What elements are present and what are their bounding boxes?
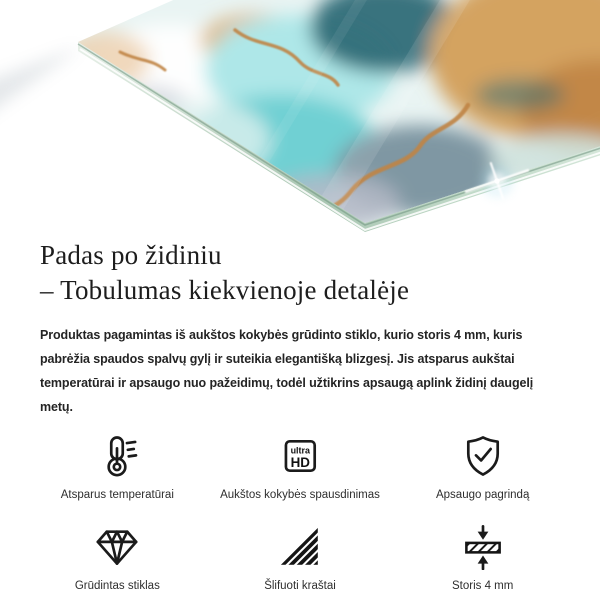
product-description-section — [0, 238, 600, 419]
feature-grid — [26, 431, 574, 593]
feature-label: Atsparus temperatūrai — [60, 489, 174, 501]
feature-print-quality — [209, 431, 392, 502]
feature-label: Aukštos kokybės spausdinimas — [220, 489, 380, 501]
feature-thickness — [391, 522, 574, 593]
feature-polished-edges — [209, 522, 392, 593]
thickness-icon — [460, 522, 506, 570]
ultra-hd-icon — [277, 431, 323, 479]
feature-label: Grūdintas stiklas — [74, 580, 160, 592]
glass-panel-image — [0, 0, 600, 232]
polished-edges-icon — [277, 522, 323, 570]
feature-heat-resistant — [26, 431, 209, 502]
feature-tempered-glass — [26, 522, 209, 593]
feature-label: Šlifuoti kraštai — [264, 580, 336, 592]
shield-check-icon — [460, 431, 506, 479]
product-description: Produktas pagamintas iš aukštos kokybės grūdinto stiklo, kurio storis 4 mm, kuris pabrėžia spaudos spalvų gylį ir suteikia elegantišką blizgesį. Jis atsparus aukštai temperatūrai ir apsaugo nuo pažeidimų, todėl užtikrins apsaugą aplink židinį daugelį metų. — [40, 328, 534, 414]
product-photo — [0, 0, 600, 232]
feature-protects-base — [391, 431, 574, 502]
page-title — [40, 238, 560, 308]
page-title-line2: – Tobulumas kiekvienoje detalėje — [40, 275, 410, 305]
ultra-hd-text-top: ultra — [290, 445, 310, 456]
feature-label: Storis 4 mm — [451, 580, 514, 592]
feature-label: Apsaugo pagrindą — [435, 489, 530, 501]
diamond-icon — [94, 522, 140, 570]
ultra-hd-text-bottom: HD — [290, 454, 310, 470]
thermometer-icon — [94, 431, 140, 479]
page-title-line1: Padas po židiniu — [40, 240, 222, 270]
